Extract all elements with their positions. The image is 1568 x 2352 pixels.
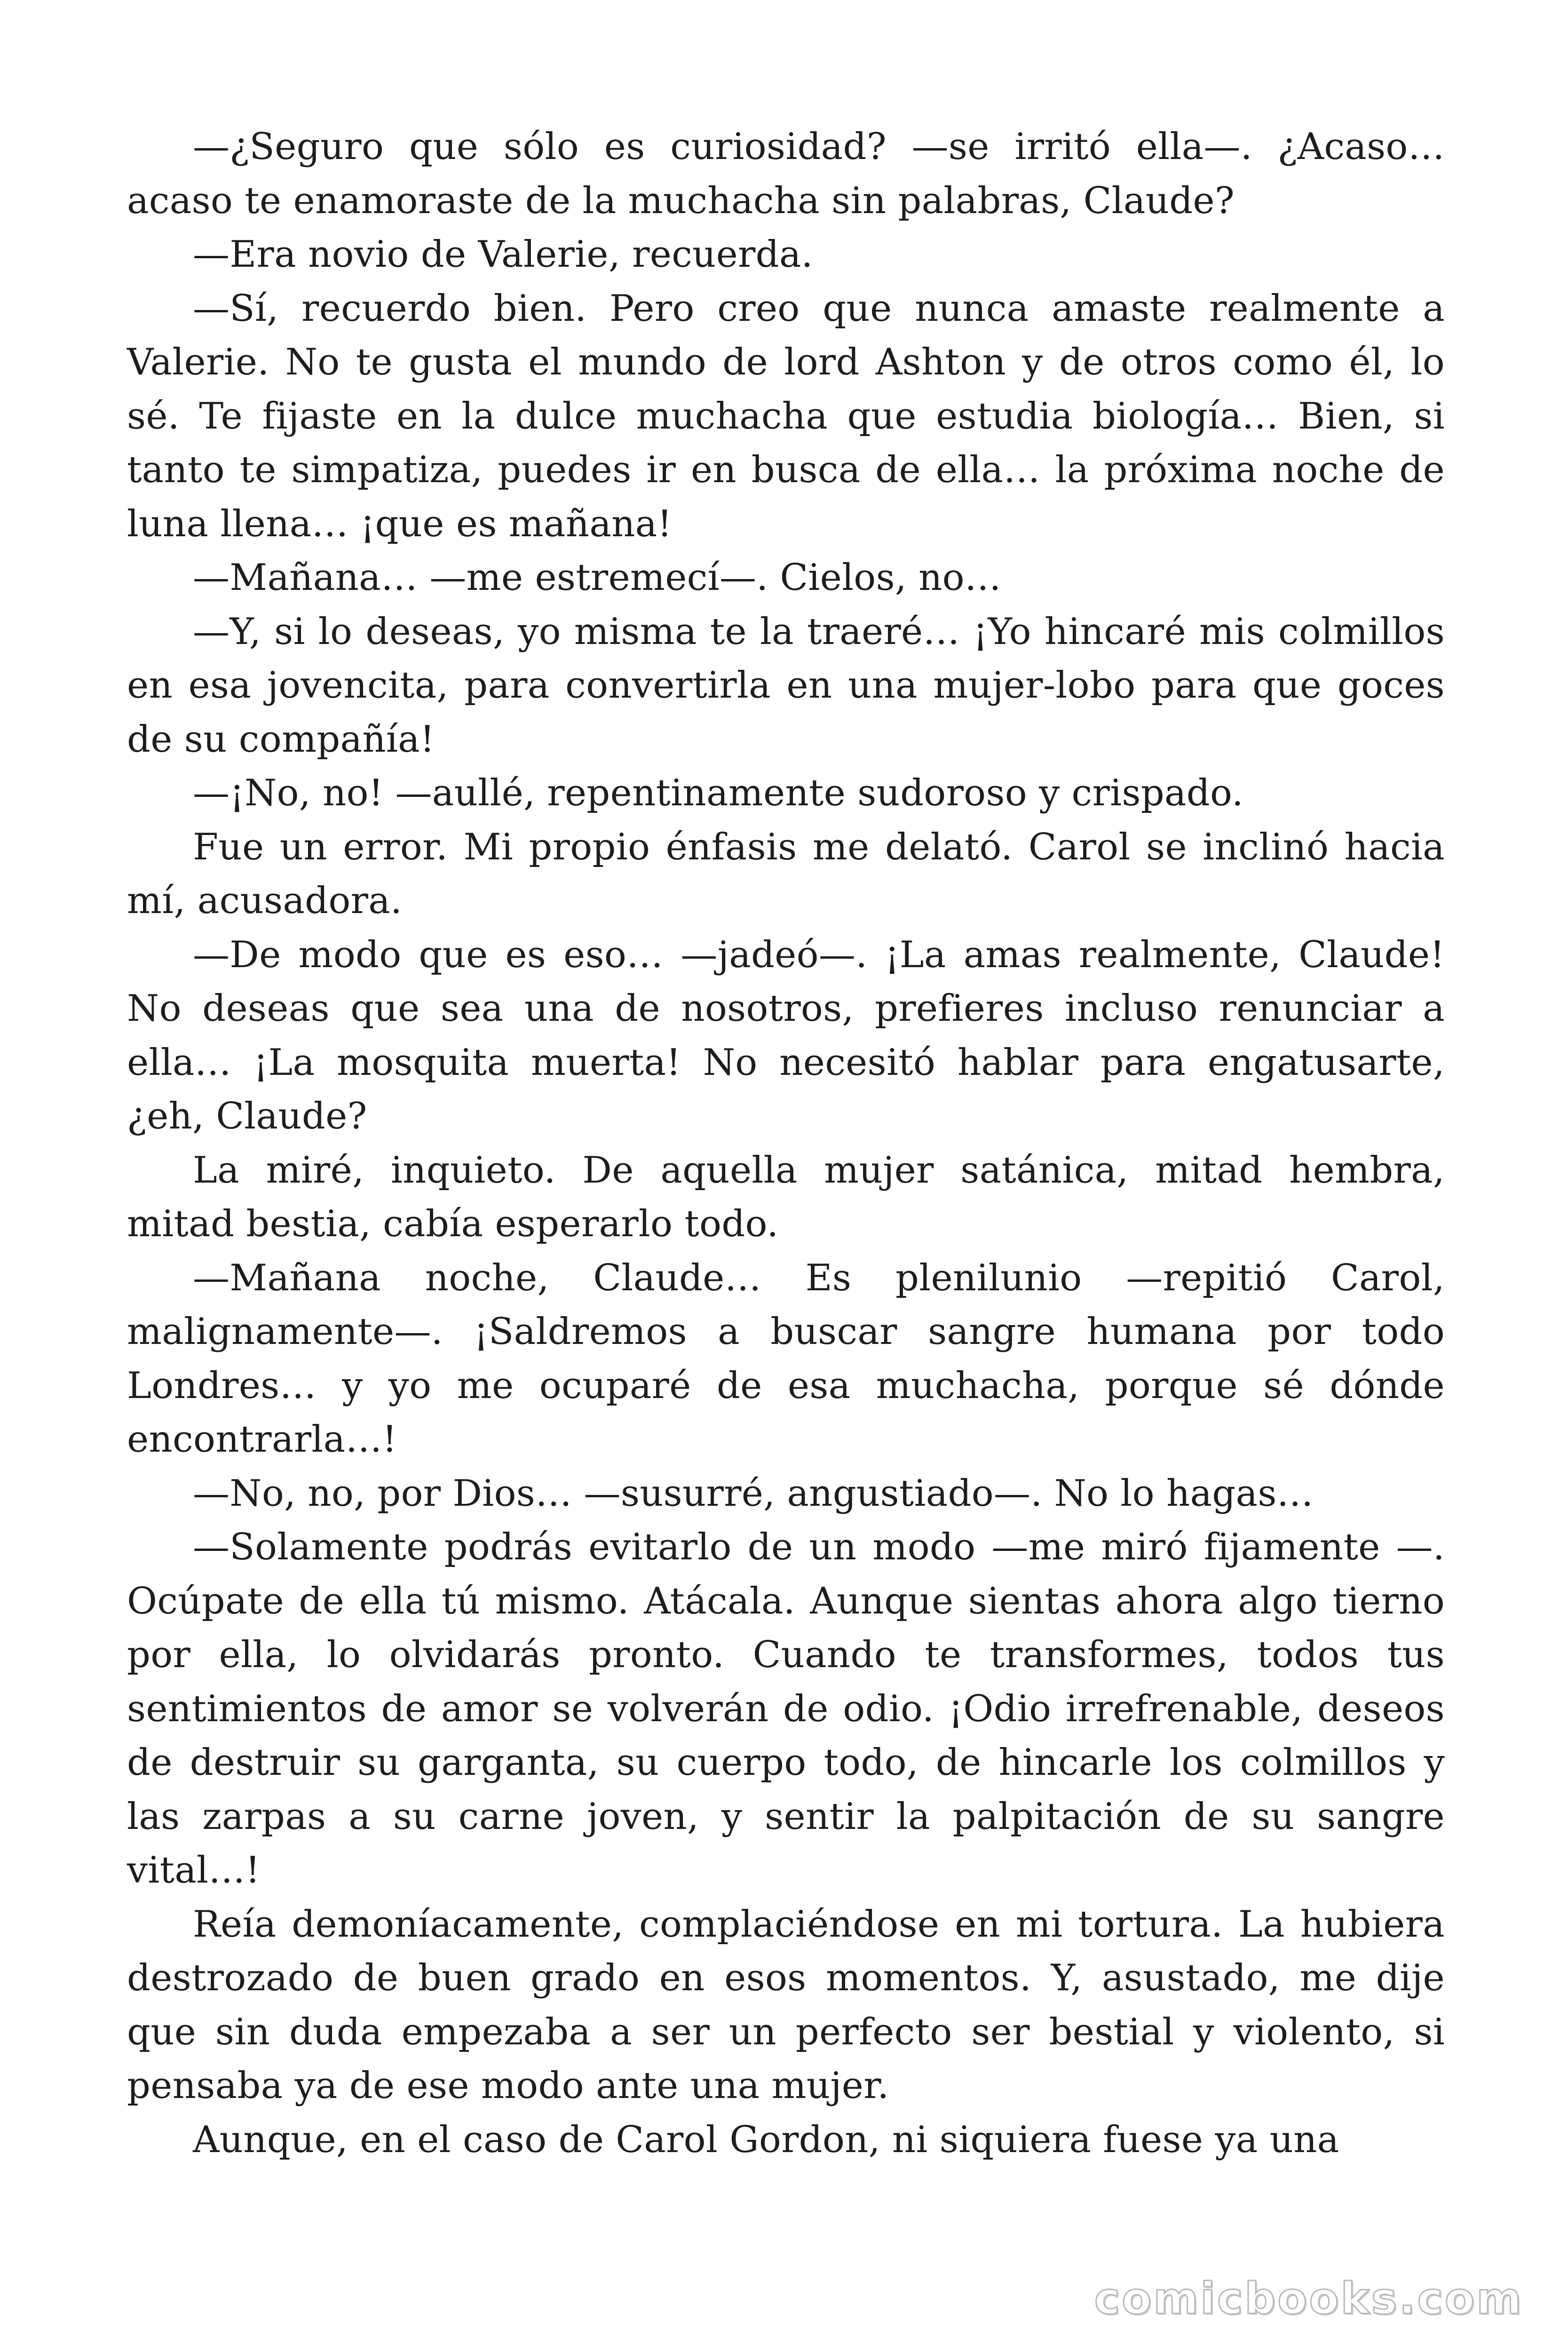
paragraph: —Mañana noche, Claude… Es plenilunio —repitió Carol, malignamente—. ¡Saldremos a buscar sangre humana por todo Londres… y yo me ocuparé de esa muchacha, porque sé dónde encontrarla…! — [127, 1256, 1445, 1461]
paragraph: Fue un error. Mi propio énfasis me delató. Carol se inclinó hacia mí, acusadora. — [127, 826, 1445, 922]
paragraph: —De modo que es eso… —jadeó—. ¡La amas realmente, Claude! No deseas que sea una de nosotros, prefieres incluso renunciar a ella… ¡La mosquita muerta! No necesitó hablar para engatusarte, ¿eh, Claude? — [127, 933, 1445, 1137]
paragraph: Aunque, en el caso de Carol Gordon, ni siquiera fuese ya una — [193, 2118, 1339, 2161]
paragraph: —¡No, no! —aullé, repentinamente sudoroso y crispado. — [193, 772, 1243, 814]
paragraph: —Y, si lo deseas, yo misma te la traeré… ¡Yo hincaré mis colmillos en esa jovencita, para convertirla en una mujer-lobo para que goces de su compañía! — [127, 610, 1445, 761]
paragraph: —¿Seguro que sólo es curiosidad? —se irritó ella—. ¿Acaso… acaso te enamoraste de la muchacha sin palabras, Claude? — [127, 126, 1445, 222]
paragraph: —No, no, por Dios… —susurré, angustiado—. No lo hagas… — [193, 1472, 1314, 1515]
paragraph: —Era novio de Valerie, recuerda. — [193, 233, 813, 276]
paragraph: —Sí, recuerdo bien. Pero creo que nunca amaste realmente a Valerie. No te gusta el mundo de lord Ashton y de otros como él, lo sé. Te fijaste en la dulce muchacha que estudia biología… Bien, si tanto te simpatiza, puedes ir en busca de ella… la próxima noche de luna llena… ¡que es mañana! — [127, 287, 1445, 545]
page-body — [127, 120, 1445, 2167]
paragraph: —Solamente podrás evitarlo de un modo —me miró fijamente —. Ocúpate de ella tú mismo. Atácala. Aunque sientas ahora algo tierno por ella, lo olvidarás pronto. Cuando te transformes, todos tus sentimientos de amor se volverán de odio. ¡Odio irrefrenable, deseos de destruir su garganta, su cuerpo todo, de hincarle los colmillos y las zarpas a su carne joven, y sentir la palpitación de su sangre vital…! — [127, 1526, 1445, 1891]
paragraph: Reía demoníacamente, complaciéndose en mi tortura. La hubiera destrozado de buen grado en esos momentos. Y, asustado, me dije que sin duda empezaba a ser un perfecto ser bestial y violento, si pensaba ya de ese modo ante una mujer. — [127, 1903, 1445, 2107]
paragraph: —Mañana… —me estremecí—. Cielos, no… — [193, 556, 1002, 599]
paragraph: La miré, inquieto. De aquella mujer satánica, mitad hembra, mitad bestia, cabía esperarlo todo. — [127, 1149, 1445, 1245]
watermark: comicbooks.com — [1094, 2273, 1523, 2324]
